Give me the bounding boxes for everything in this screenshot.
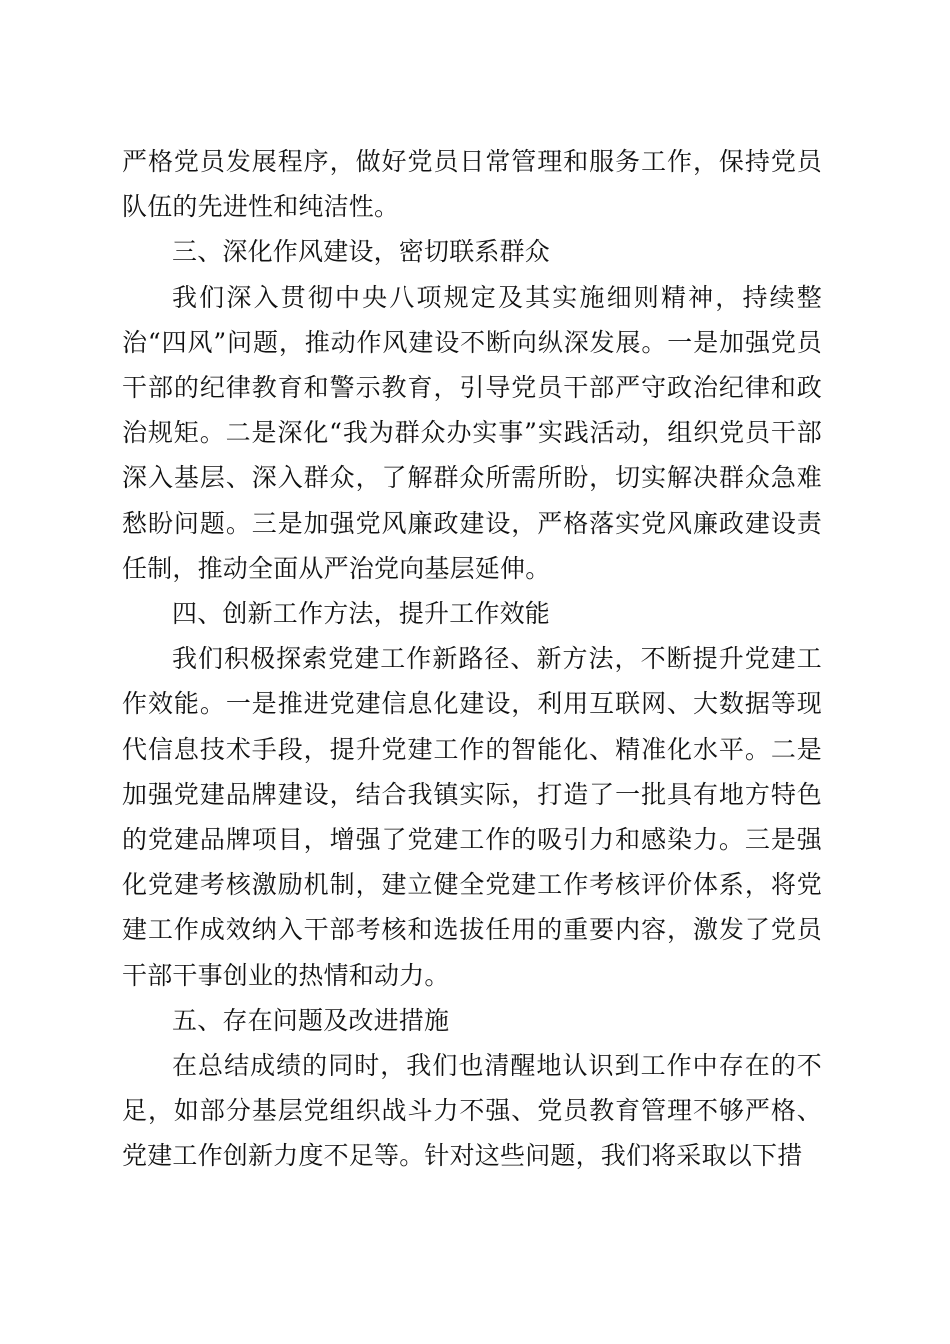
continuation-paragraph: 严格党员发展程序，做好党员日常管理和服务工作，保持党员队伍的先进性和纯洁性。: [122, 147, 822, 222]
section-body-4: 我们积极探索党建工作新路径、新方法，不断提升党建工作效能。一是推进党建信息化建设，利用互联网、大数据等现代信息技术手段，提升党建工作的智能化、精准化水平。二是加强党建品牌建设，结合我镇实际，打造了一批具有地方特色的党建品牌项目，增强了党建工作的吸引力和感染力。三是强化党建考核激励机制，建立健全党建工作考核评价体系，将党建工作成效纳入干部考核和选拔任用的重要内容，激发了党员干部干事创业的热情和动力。: [122, 644, 822, 990]
section-heading-5: 五、存在问题及改进措施: [172, 1005, 450, 1035]
section-body-3: 我们深入贯彻中央八项规定及其实施细则精神，持续整治“四风”问题，推动作风建设不断向纵深发展。一是加强党员干部的纪律教育和警示教育，引导党员干部严守政治纪律和政治规矩。二是深化“我为群众办实事”实践活动，组织党员干部深入基层、深入群众，了解群众所需所盼，切实解决群众急难愁盼问题。三是加强党风廉政建设，严格落实党风廉政建设责任制，推动全面从严治党向基层延伸。: [122, 282, 822, 583]
section-heading-3: 三、深化作风建设，密切联系群众: [172, 237, 551, 267]
document-body: [122, 139, 822, 1179]
section-heading-4: 四、创新工作方法，提升工作效能: [172, 599, 551, 629]
section-body-5: 在总结成绩的同时，我们也清醒地认识到工作中存在的不足，如部分基层党组织战斗力不强、党员教育管理不够严格、党建工作创新力度不足等。针对这些问题，我们将采取以下措: [122, 1051, 822, 1171]
